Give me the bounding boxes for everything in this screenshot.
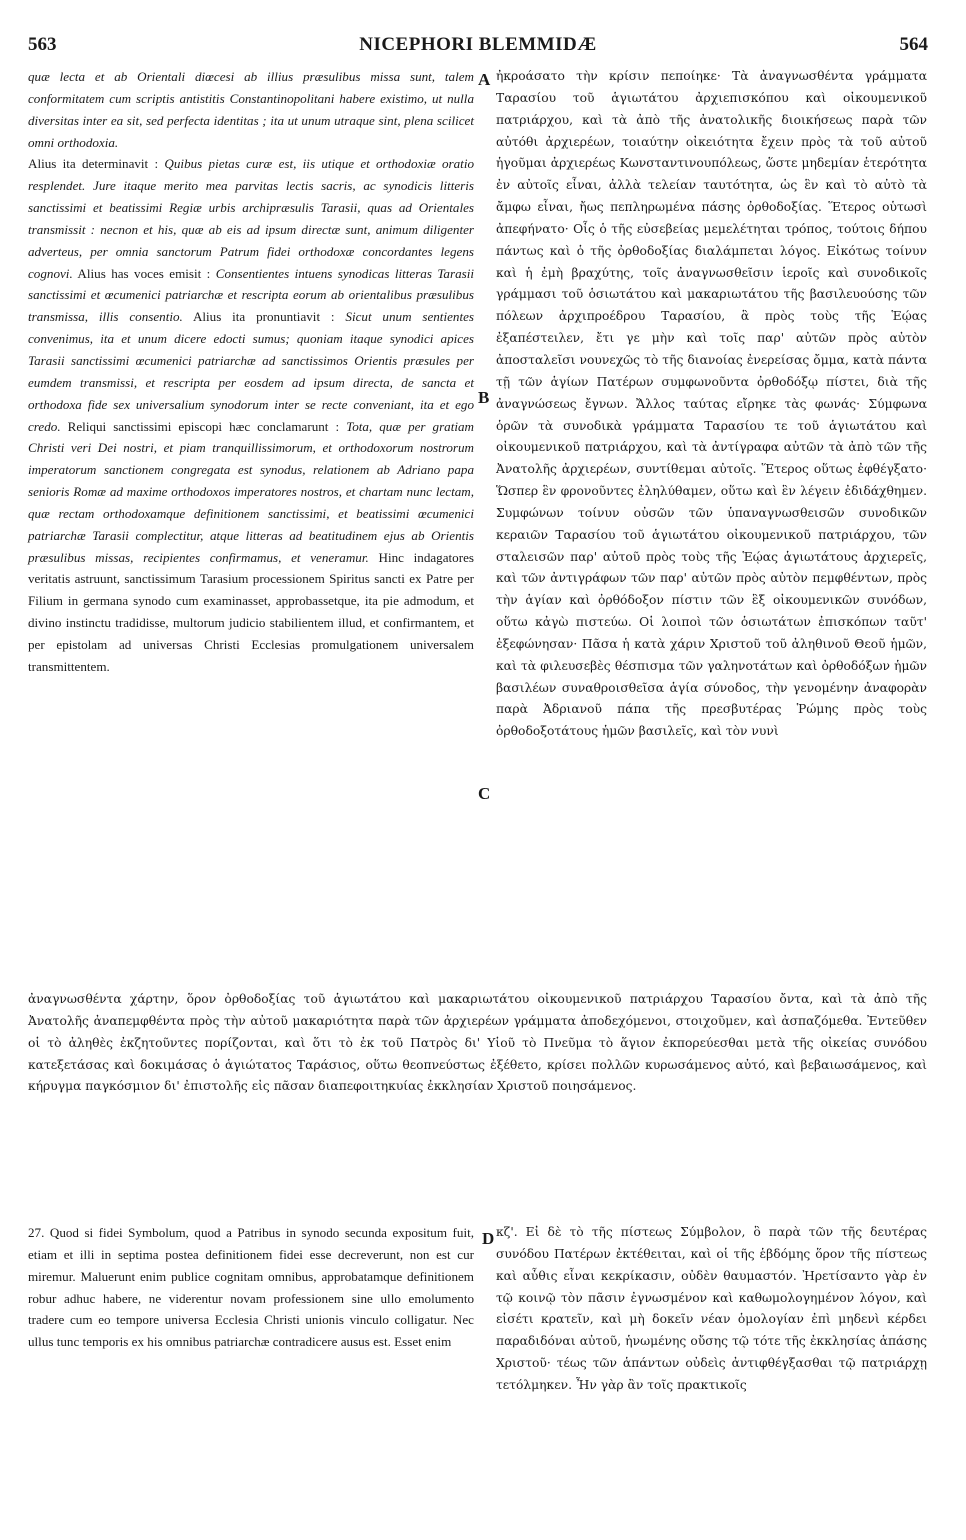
latin-column-top (28, 66, 474, 986)
running-title: NICEPHORI BLEMMIDÆ (359, 34, 597, 55)
margin-letter-b: B (478, 388, 490, 407)
margin-letter-d: D (482, 1229, 495, 1248)
greek-paragraph: κζ'. Εἰ δὲ τὸ τῆς πίστεως Σύμβολον, ὃ παρὰ τῶν τῆς δευτέρας συνόδου Πατέρων ἐκτέθειται, καὶ οἱ τῆς ἑβδόμης ὅρον τῆς πίστεως καὶ αὖθις εἶναι κεκρίκασιν, οὐδὲν θαυμαστόν. Ἠρετίσαντο γὰρ ἐν τῷ κοινῷ τὸν πᾶσιν ἐγνωσμένον καὶ καθωμολογημένον λόγον, καὶ εἰσέτι κρατεῖν, καὶ μὴ δοκεῖν νέαν ὁμολογίαν ἐπὶ μηδενὶ κέρδει παραδιδόναι αὐτοῦ, ἡνωμένης οὔσης τῷ τότε τῆς ἐκκλησίας ἁπάσης Χριστοῦ· τέως τῶν ἁπάντων οὐδεὶς ἀντιφθέγξασθαι τῷ πατριάρχῃ τετόλμηκεν. Ἦν γὰρ ἂν τοῖς πρακτικοῖς (496, 1225, 927, 1392)
latin-paragraph: 27. Quod si fidei Symbolum, quod a Patribus in synodo secunda expositum fuit, etiam et illi in septima postea definitionem fidei esse decreverunt, non est cur miremur. Maluerunt enim publice cognitam omnibus, approbatamque definitionem robur adhuc habere, ne viderentur novam professionem sine ullo emolumento tradere cum eo tempore universa Ecclesia Christi unionis vinculo colligatur. Nec ullus tunc temporis ex his omnibus patriarchæ contradicere ausus est. Esset enim (28, 1225, 474, 1350)
greek-paragraph: ἠκροάσατο τὴν κρίσιν πεποίηκε· Τὰ ἀναγνωσθέντα γράμματα Ταρασίου τοῦ ἁγιωτάτου ἀρχιεπισκόπου καὶ οἰκουμενικοῦ πατριάρχου, καὶ τὰ ἀπὸ τῆς ἀνατολικῆς διοικήσεως παρὰ τῶν αὐτόθι ἀρχιερέων, τοιαύτην οἰκειότητα ἔχειν πρὸς τὰ τοῦ αὐτοῦ ἡγοῦμαι ἀρχιερέως Κωνσταντινουπόλεως, ὥστε μηδεμίαν ἑτερότητα ἐν αὐτοῖς εἶναι, ἀλλὰ τελείαν ταυτότητα, ὡς ἓν καὶ τὸ αὐτὸ τὰ ἄμφω εἶναι, ἤως πεπληρωμένα πάσης ὀρθοδοξίας. Ἕτερος οὑτωσὶ ἀπεφήνατο· Οἷς ὁ τῆς εὐσεβείας μεμελέτηται τρόπος, τούτοις δήπου πάντως καὶ ὁ τῆς ὀρθοδοξίας διαλάμπεται λόγος. Εἰκότως τοίνυν καὶ ἡ ἐμὴ βραχύτης, τοῖς ἀναγνωσθεῖσιν ἱεροῖς καὶ συνοδικοῖς γράμμασι τοῦ ὁσιωτάτου καὶ μακαριωτάτου τῆς βασιλευούσης τῶν πόλεων ἀρχιπροέδρου Ταρασίου, ἃ πρὸς τοὺς τῆς Ἑῴας ἐξαπέστειλεν, ἔτι γε μὴν καὶ τοῖς παρ' αὐτῶν πρὸς αὐτὸν ἀποσταλεῖσι νουνεχῶς τὸ τῆς διανοίας ἐνερείσας ὄμμα, κατὰ πάντα τῇ τῶν ἁγίων Πατέρων συμφωνοῦντα ὀρθοδόξῳ πίστει, διὰ τῆς ἀναγνώσεως ἔγνων. Ἄλλος ταύτας εἴρηκε τὰς φωνάς· Σύμφωνα ὁρῶν τὰ συνοδικὰ γράμματα Ταρασίου τε τοῦ ἁγιωτάτου καὶ οἰκουμενικοῦ πατριάρχου, καὶ τὰ ἀντίγραφα αὐτῶν τὰ ἀπὸ τῶν τῆς Ἀνατολῆς ἀρχιερέων, συντίθεμαι αὐτοῖς. Ἕτερος οὕτως ἐφθέγξατο· Ὥσπερ ἓν φρονοῦντες ἐληλύθαμεν, οὕτω καὶ ἓν λέγειν ἐδιδάχθημεν. Συμφώνων τοίνυν οὐσῶν τῶν ὑπαναγνωσθεισῶν συνοδικῶν κεραιῶν Ταρασίου τοῦ ἁγιωτάτου οἰκουμενικοῦ πατριάρχου, τῶν σταλεισῶν παρ' αὐτοῦ πρὸς τοὺς τῆς Ἑῴας ἁγιωτάτους ἀρχιερεῖς, καὶ τῶν ἀντιγράφων τῶν παρ' αὐτῶν πρὸς αὐτὸν πεμφθέντων, πρὸς τὴν ἁγίαν καὶ ὀρθόδοξον πίστιν τῶν ἓξ οἰκουμενικῶν συνόδων, οὕτω κἀγὼ πιστεύω. Οἱ λοιποὶ τῶν ὁσιωτάτων ἐπισκόπων ταῦτ' ἐξεφώνησαν· Πᾶσα ἡ κατὰ χάριν Χριστοῦ τοῦ ἀληθινοῦ Θεοῦ ἡμῶν, καὶ τὰ φιλευσεβὲς θέσπισμα τῶν γαληνοτάτων καὶ ὀρθοδόξων ἡμῶν βασιλέων συναθροισθεῖσα ἁγία σύνοδος, τὴν γενομένην ἀναφορὰν παρὰ Ἀδριανοῦ πάπα τῆς πρεσβυτέρας Ῥώμης πρὸς τοὺς ὀρθοδοξοτάτους ἡμῶν βασιλεῖς, καὶ τὸν νυνὶ (496, 69, 927, 739)
latin-column-bottom (28, 1222, 474, 1522)
page-number-left: 563 (28, 34, 57, 55)
page-header (28, 34, 928, 62)
margin-letter-c: C (478, 784, 491, 803)
latin-paragraph: Alius ita determinavit : Quibus pietas curæ est, iis utique et orthodoxiæ oratio resplendet. Jure itaque merito mea parvitas lectis sacris, ac synodicis litteris sanctissimi et beatissimi Regiæ urbis archipræsulis Tarasii, quas ad Orientales transmissit : necnon et his, quæ ab eis ad ipsum directæ sunt, animum diligenter adverteus, per omnia sanctorum Patrum fidei orthodoxæ concordantes legens cognovi. Alius has voces emisit : Consentientes intuens synodicas litteras Tarasii sanctissimi et œcumenici patriarchæ et rescripta eorum ab orientalibus præsulibus transmissa, illis consentio. Alius ita pronuntiavit : Sicut unum sentientes convenimus, ita et unum dicere edocti sumus; quoniam itaque synodici apices Tarasii sanctissimi œcumenici patriarchæ ad sanctissimos Orientis præsules per eumdem transmissi, et rescripta per eosdem ad ipsum directa, de sancta et orthodoxa fide sex universalium synodorum inter se recte conveniant, ita et ego credo. Reliqui sanctissimi episcopi hæc conclamarunt : Tota, quæ per gratiam Christi veri Dei nostri, et piam tranquillissimorum, et orthodoxorum nostrorum imperatorum sanctionem congregata est synodus, relationem ab Adriano papa senioris Romæ ad maxime orthodoxos imperatores nostros, et chartam nunc lectam, quæ rectam orthodoxamque definitionem sanctissimi, et beatissimi œcumenici patriarchæ Tarasii complectitur, atque litteras ad beatitudinem ejus ab Orientis præsulibus missas, recipientes confirmamus, et veneramur. Hinc indagatores veritatis astruunt, sanctissimum Tarasium processionem Spiritus sancti ex Patre per Filium in germana synodo cum examinasset, approbassetque, ita pie admodum, et divino instinctu tradidisse, multorum judicio stabilientem illud, et confirmantem, et per epistolam ad universas Christi Ecclesias promulgationem universalem transmittentem. (28, 156, 475, 674)
greek-column-bottom (496, 1222, 927, 1522)
margin-letter-a: A (478, 70, 491, 89)
greek-paragraph: ἀναγνωσθέντα χάρτην, ὅρον ὀρθοδοξίας τοῦ ἁγιωτάτου καὶ μακαριωτάτου οἰκουμενικοῦ πατριάρχου Ταρασίου ὄντα, καὶ τὰ ἀπὸ τῆς Ἀνατολῆς ἀναπεμφθέντα πρὸς τὴν αὐτοῦ μακαριότητα παρὰ τῶν ἀρχιερέων γράμματα ἀποδεχόμενοι, στοιχοῦμεν, καὶ ἀσπαζόμεθα. Ἐντεῦθεν οἱ τὸ ἀληθὲς ἐκζητοῦντες πορίζονται, καὶ ὅτι τὸ ἐκ τοῦ Πατρὸς δι' Υἱοῦ τὸ Πνεῦμα τὸ ἅγιον ἐκπορεύεσθαι μετὰ τῆς οἰκείας συνόδου κατεξετάσας καὶ δοκιμάσας ὁ ἁγιώτατος Ταράσιος, οὕτω θεοπνεύστως ἐξέθετο, κρίσει πολλῶν κυρωσάμενος αὐτό, καὶ βεβαιωσάμενος, καὶ κήρυγμα παγκόσμιον δι' ἐπιστολῆς εἰς πᾶσαν διαπεφοιτηκυίας ἐκκλησίαν Χριστοῦ ποιησάμενος. (28, 992, 927, 1094)
latin-paragraph: quæ lecta et ab Orientali diœcesi ab illius præsulibus missa sunt, talem conformitatem cum scriptis antistitis Constantinopolitani habere existimo, ut nulla diversitas inter ea sit, sed perfecta identitas ; ita ut unum utraque sint, plena scilicet omni orthodoxia. (28, 69, 474, 150)
greek-full-width-passage (28, 989, 927, 1207)
greek-column-top (496, 66, 927, 986)
page-number-right: 564 (899, 34, 928, 55)
